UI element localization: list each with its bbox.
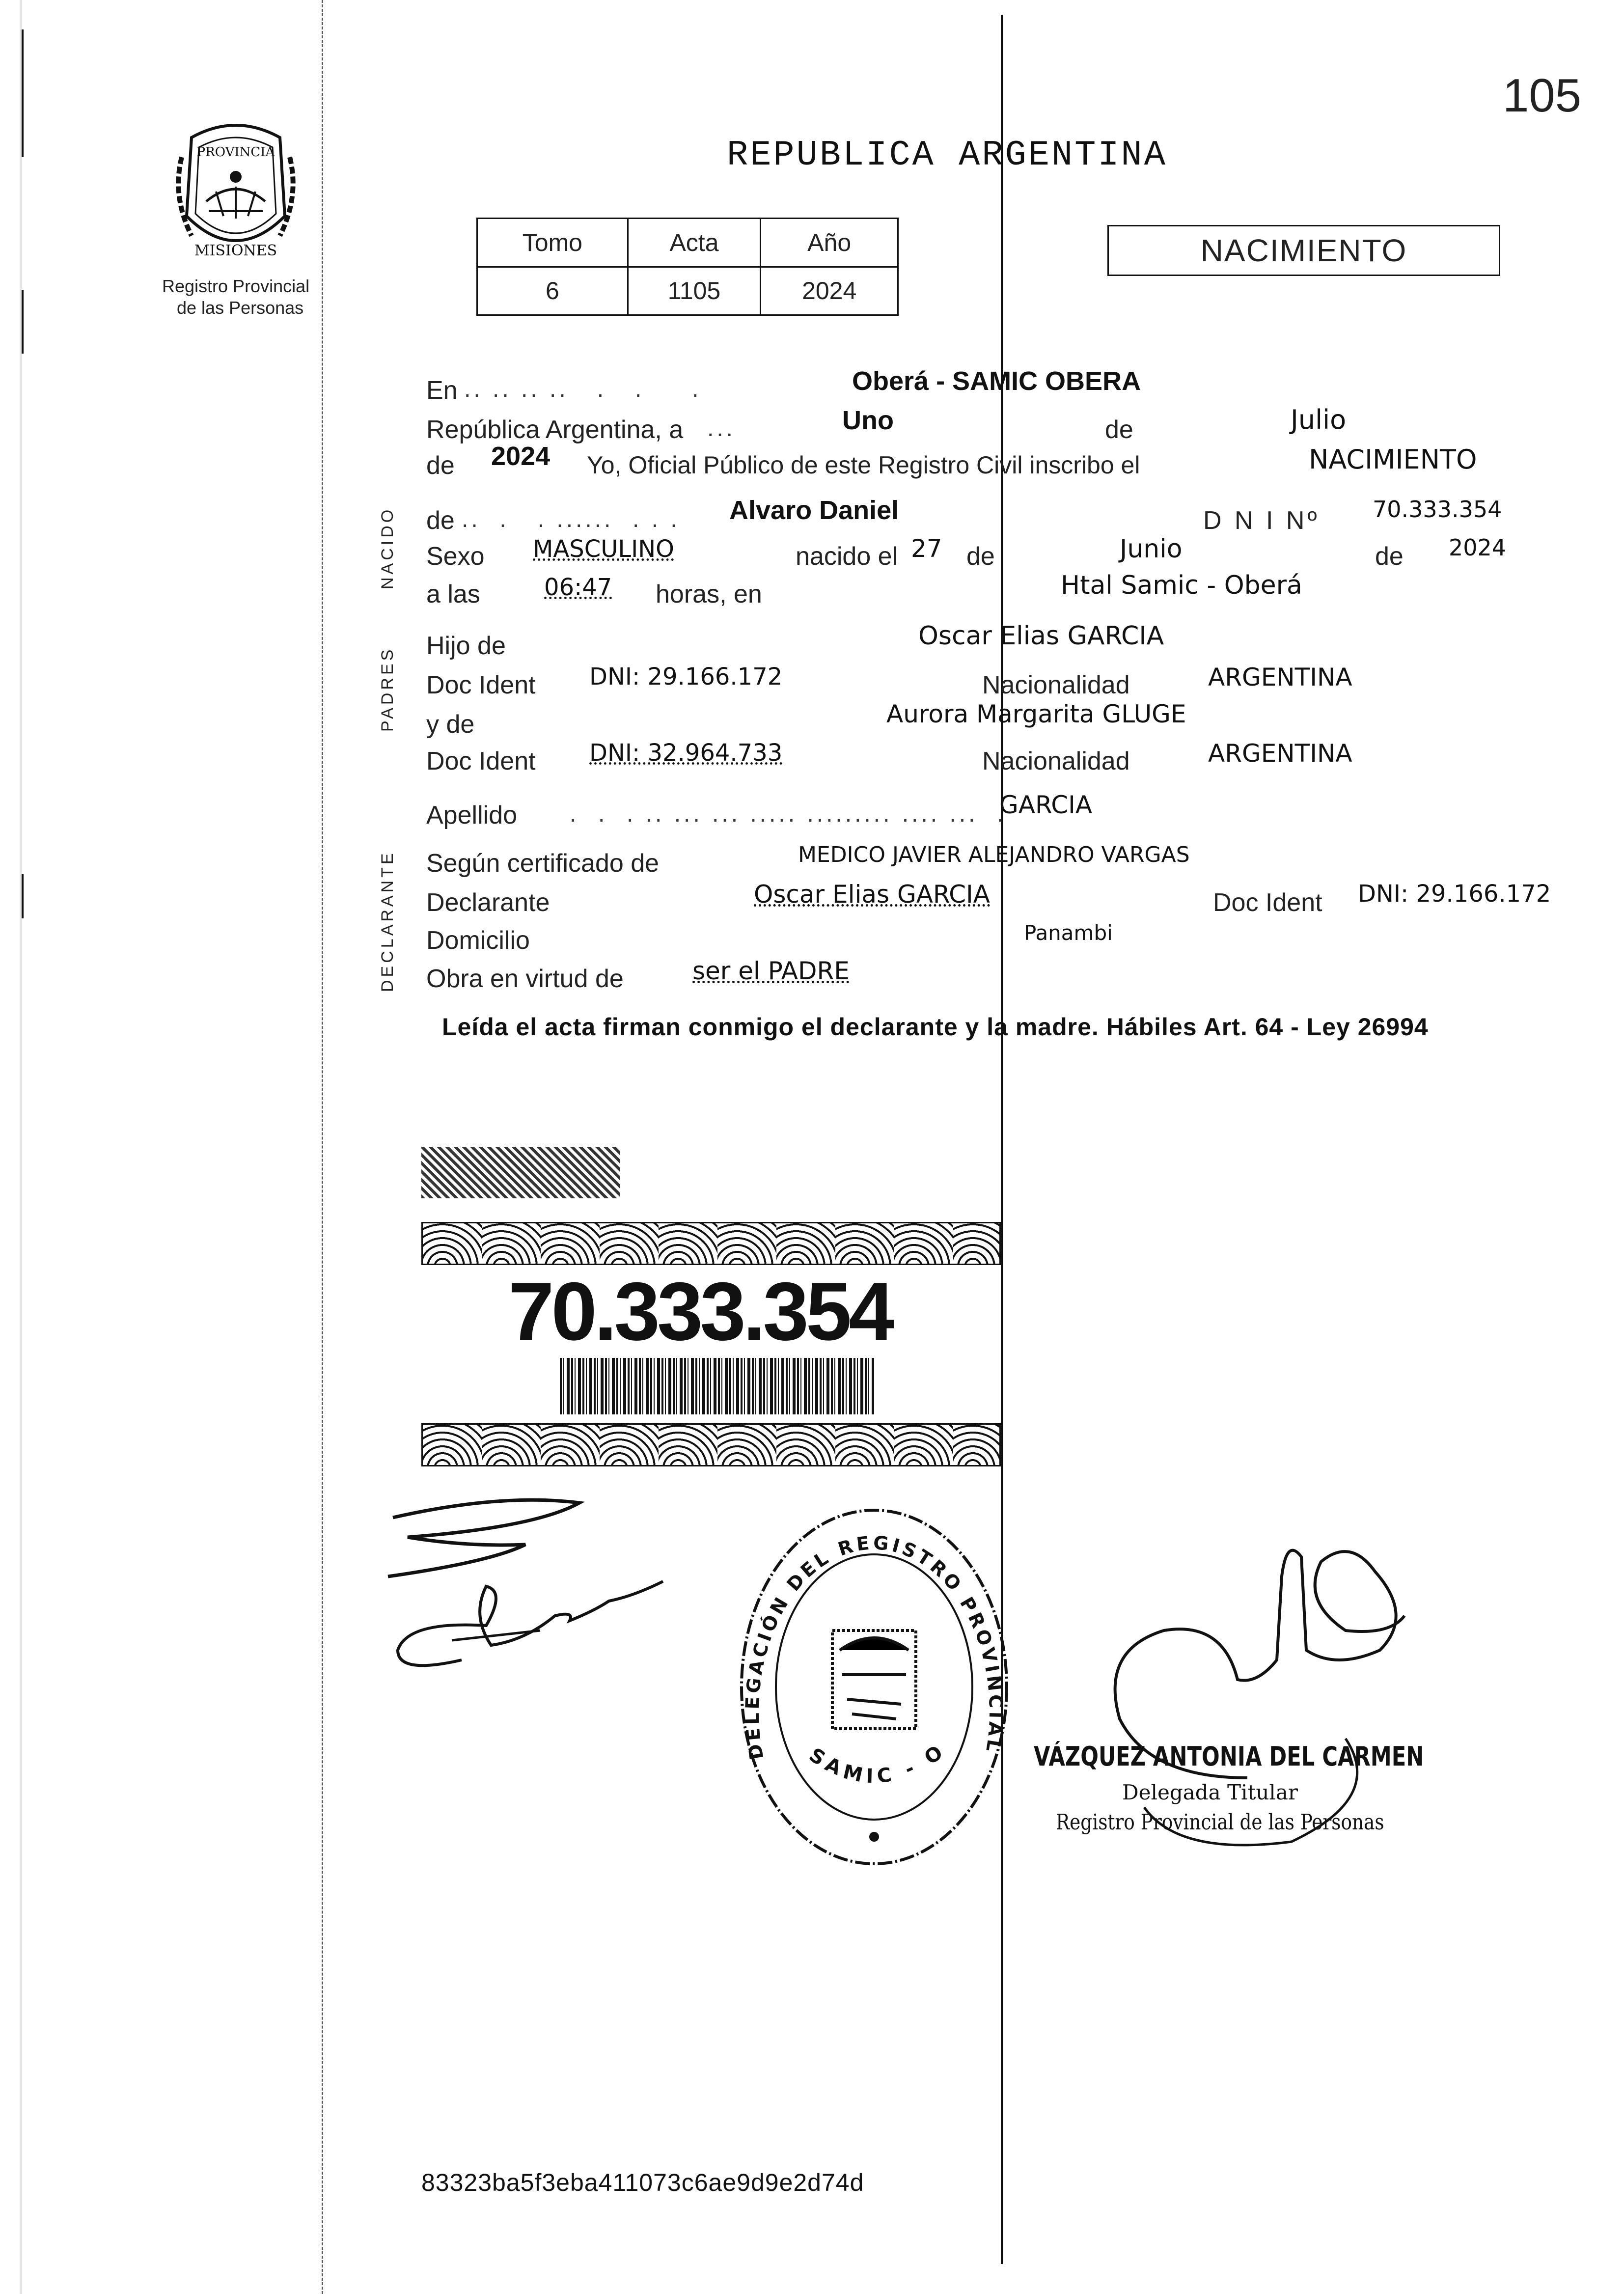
label-domicilio: Domicilio [426,926,530,955]
value-child-dni: 70.333.354 [1373,496,1502,523]
value-act-kind: NACIMIENTO [1309,444,1477,475]
closing-text: Leída el acta firman conmigo el declarante y la madre. Hábiles Art. 64 - Ley 26994 [442,1013,1429,1041]
value-birth-time: 06:47 [544,574,612,601]
label-republica: República Argentina, a [426,415,684,444]
value-sex: MASCULINO [533,535,674,563]
label-de-name: de [426,506,455,535]
dots-republica: ... [707,415,736,442]
binder-line-left-1 [22,29,24,157]
label-segun-certificado: Según certificado de [426,849,660,878]
value-father-nationality: ARGENTINA [1208,663,1352,691]
label-doc-ident-1: Doc Ident [426,671,536,699]
security-band-top [421,1222,1001,1265]
act-type-label: NACIMIENTO [1200,233,1407,268]
value-father-name: Oscar Elias GARCIA [918,621,1164,651]
label-de-birth-year: de [1375,542,1404,571]
value-child-name: Alvaro Daniel [729,496,899,525]
official-name: VÁZQUEZ ANTONIA DEL CARMEN [1034,1741,1424,1772]
label-nacido-el: nacido el [796,542,898,571]
binder-dotted-line [322,0,323,2294]
page-number: 105 [1503,69,1582,122]
label-horas-en: horas, en [656,580,762,608]
declarant-signature [378,1483,683,1689]
value-domicile: Panambi [1024,921,1113,945]
table-header-acta: Acta [628,219,761,267]
table-header-ano: Año [761,219,898,267]
table-value-acta: 1105 [628,267,761,315]
value-declarant-dni: DNI: 29.166.172 [1358,880,1551,908]
svg-text:MISIONES: MISIONES [194,242,277,259]
value-certificate: MEDICO JAVIER ALEJANDRO VARGAS [798,842,1190,867]
value-capacity: ser el PADRE [692,957,850,985]
label-de-month: de [1105,415,1133,444]
official-office: Registro Provincial de las Personas [1056,1810,1384,1835]
table-value-ano: 2024 [761,267,898,315]
security-pattern-small [421,1147,620,1198]
label-de-year: de [426,451,455,480]
label-y-de: y de [426,710,475,739]
table-value-tomo: 6 [477,267,628,315]
security-band-bottom [421,1423,1001,1466]
document-hash: 83323ba5f3eba411073c6ae9d9e2d74d [421,2169,864,2196]
value-birth-year: 2024 [1449,534,1507,561]
value-birth-place: Htal Samic - Oberá [1061,571,1302,600]
id-sticker-number: 70.333.354 [508,1265,892,1357]
value-father-dni: DNI: 29.166.172 [589,663,783,691]
dots-apellido: . . . .. ... ... ..... ......... .... ... . [570,801,1007,827]
stamp-bottom-text: SAMIC - O [805,1738,951,1788]
value-day-words: Uno [842,406,894,435]
side-label-nacido: NACIDO [378,506,397,589]
dots-name: .. . . ...... . . . [462,506,680,532]
value-month: Julio [1291,404,1347,435]
label-nacionalidad-2: Nacionalidad [982,747,1130,775]
value-declarant: Oscar Elias GARCIA [754,880,991,909]
side-label-padres: PADRES [378,646,397,732]
label-yo-oficial: Yo, Oficial Público de este Registro Civil inscribo el [587,451,1140,479]
label-apellido: Apellido [426,801,518,829]
act-type-box [1107,225,1500,276]
label-declarante: Declarante [426,888,550,917]
value-birth-month: Junio [1120,534,1183,564]
registry-name-line1: Registro Provincial [162,276,310,296]
value-surname: GARCIA [999,791,1093,819]
svg-text:PROVINCIA: PROVINCIA [196,145,275,160]
official-title: Delegada Titular [1122,1780,1298,1804]
value-place: Oberá - SAMIC OBERA [852,366,1141,396]
svg-text:DELEGACIÓN DEL REGISTRO PROVIN [734,1503,1007,1766]
id-barcode [560,1358,874,1414]
binder-line-left-2 [22,290,24,354]
country-title: REPUBLICA ARGENTINA [727,135,1167,175]
side-label-declarante: DECLARANTE [378,850,397,992]
binder-line-left-3 [22,874,24,918]
label-de-birth-month: de [966,542,995,571]
registry-name-line2: de las Personas [177,298,304,318]
label-dni-no: D N I Nº [1203,506,1320,535]
table-header-tomo: Tomo [477,219,628,267]
label-doc-ident-decl: Doc Ident [1213,888,1322,917]
label-en: En [426,376,458,405]
value-birth-day: 27 [911,534,942,563]
registration-table [476,218,899,316]
value-mother-nationality: ARGENTINA [1208,739,1352,768]
fold-vertical-line [1001,15,1003,2264]
label-doc-ident-2: Doc Ident [426,747,536,775]
value-mother-name: Aurora Margarita GLUGE [886,700,1186,728]
stamp-ring-text: DELEGACIÓN DEL REGISTRO PROVINCIAL [741,1531,1007,1762]
label-nacionalidad-1: Nacionalidad [982,671,1130,699]
dots-en: .. .. .. .. . . . [464,376,702,402]
province-seal-logo [162,118,309,275]
label-a-las: a las [426,580,480,608]
value-year: 2024 [491,442,551,471]
label-hijo-de: Hijo de [426,632,506,660]
value-mother-dni: DNI: 32.964.733 [589,739,783,767]
label-obra-en-virtud: Obra en virtud de [426,965,624,993]
official-stamp [734,1503,1014,1871]
label-sexo: Sexo [426,542,485,571]
